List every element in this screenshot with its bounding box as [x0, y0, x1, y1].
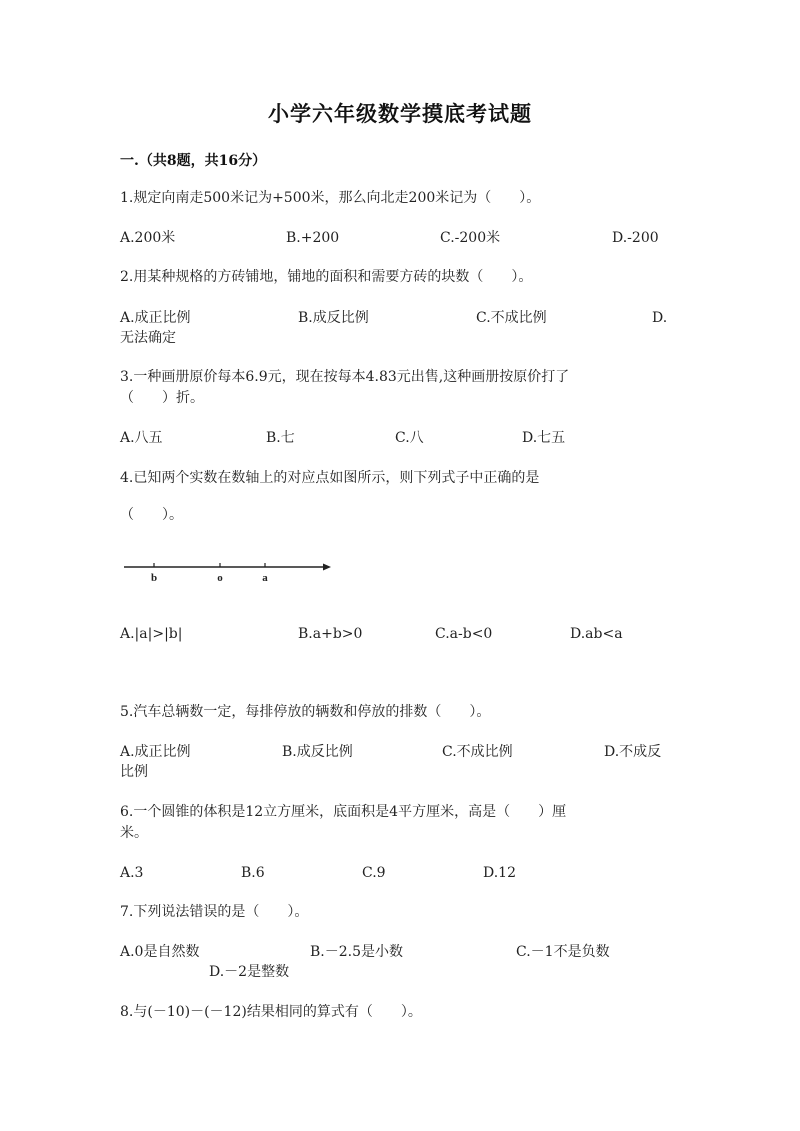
- question-1-option-a[interactable]: A.200米: [120, 230, 176, 246]
- question-4-option-a[interactable]: A.|a|>|b|: [120, 626, 183, 642]
- question-4-option-d[interactable]: D.ab<a: [570, 626, 623, 642]
- question-5-option-c[interactable]: C.不成比例: [442, 744, 513, 760]
- question-2-stem: 2.用某种规格的方砖铺地，铺地的面积和需要方砖的块数（ ）。: [120, 269, 533, 285]
- question-6-option-c[interactable]: C.9: [362, 865, 386, 881]
- question-5-option-a[interactable]: A.成正比例: [120, 744, 191, 760]
- question-7-option-c[interactable]: C.－1不是负数: [516, 944, 610, 960]
- question-2-option-d-text[interactable]: 无法确定: [120, 330, 176, 346]
- question-3-option-c[interactable]: C.八: [395, 430, 424, 446]
- question-5-stem: 5.汽车总辆数一定，每排停放的辆数和停放的排数（ ）。: [120, 704, 491, 720]
- question-4-option-c[interactable]: C.a-b<0: [435, 626, 493, 642]
- question-6-option-b[interactable]: B.6: [241, 865, 265, 881]
- page-title: 小学六年级数学摸底考试题: [268, 101, 532, 126]
- question-2-option-d[interactable]: D.: [652, 310, 668, 326]
- question-1-option-d[interactable]: D.-200: [612, 230, 659, 246]
- question-8-stem: 8.与(－10)－(－12)结果相同的算式有（ ）。: [120, 1004, 422, 1020]
- question-6-option-a[interactable]: A.3: [120, 865, 144, 881]
- number-line-figure: [120, 556, 335, 588]
- question-4-option-b[interactable]: B.a+b>0: [298, 626, 363, 642]
- question-2-option-a[interactable]: A.成正比例: [120, 310, 191, 326]
- question-7-option-d[interactable]: D.－2是整数: [209, 964, 290, 980]
- question-7-option-b[interactable]: B.－2.5是小数: [310, 944, 404, 960]
- question-7-option-a[interactable]: A.0是自然数: [120, 944, 200, 960]
- question-2-option-c[interactable]: C.不成比例: [476, 310, 547, 326]
- question-3-option-a[interactable]: A.八五: [120, 430, 163, 446]
- question-5-option-d[interactable]: D.不成反: [604, 744, 662, 760]
- question-2-option-b[interactable]: B.成反比例: [298, 310, 369, 326]
- question-6-option-d[interactable]: D.12: [483, 865, 516, 881]
- number-line-label-o: o: [217, 572, 223, 584]
- question-3-option-b[interactable]: B.七: [266, 430, 295, 446]
- number-line-label-b: b: [150, 572, 158, 584]
- question-1-stem: 1.规定向南走500米记为+500米，那么向北走200米记为（ ）。: [120, 190, 541, 206]
- section-heading: 一.（共8题，共16分）: [120, 153, 267, 169]
- question-5-option-b[interactable]: B.成反比例: [282, 744, 353, 760]
- question-3-option-d[interactable]: D.七五: [522, 430, 566, 446]
- question-5-option-d-text[interactable]: 比例: [120, 764, 148, 780]
- question-6-stem-line2: 米。: [120, 825, 148, 841]
- number-line-label-a: a: [262, 572, 268, 584]
- number-line-arrow: [323, 564, 331, 571]
- question-4-stem-line2: （ ）。: [120, 507, 183, 523]
- question-7-stem: 7.下列说法错误的是（ ）。: [120, 904, 309, 920]
- question-6-stem-line1: 6.一个圆锥的体积是12立方厘米，底面积是4平方厘米，高是（ ）厘: [120, 804, 567, 820]
- question-3-stem-line1: 3.一种画册原价每本6.9元，现在按每本4.83元出售,这种画册按原价打了: [120, 369, 570, 385]
- question-1-option-b[interactable]: B.+200: [286, 230, 340, 246]
- question-1-option-c[interactable]: C.-200米: [440, 230, 501, 246]
- question-3-stem-line2: （ ）折。: [120, 390, 204, 406]
- question-4-stem-line1: 4.已知两个实数在数轴上的对应点如图所示，则下列式子中正确的是: [120, 470, 540, 486]
